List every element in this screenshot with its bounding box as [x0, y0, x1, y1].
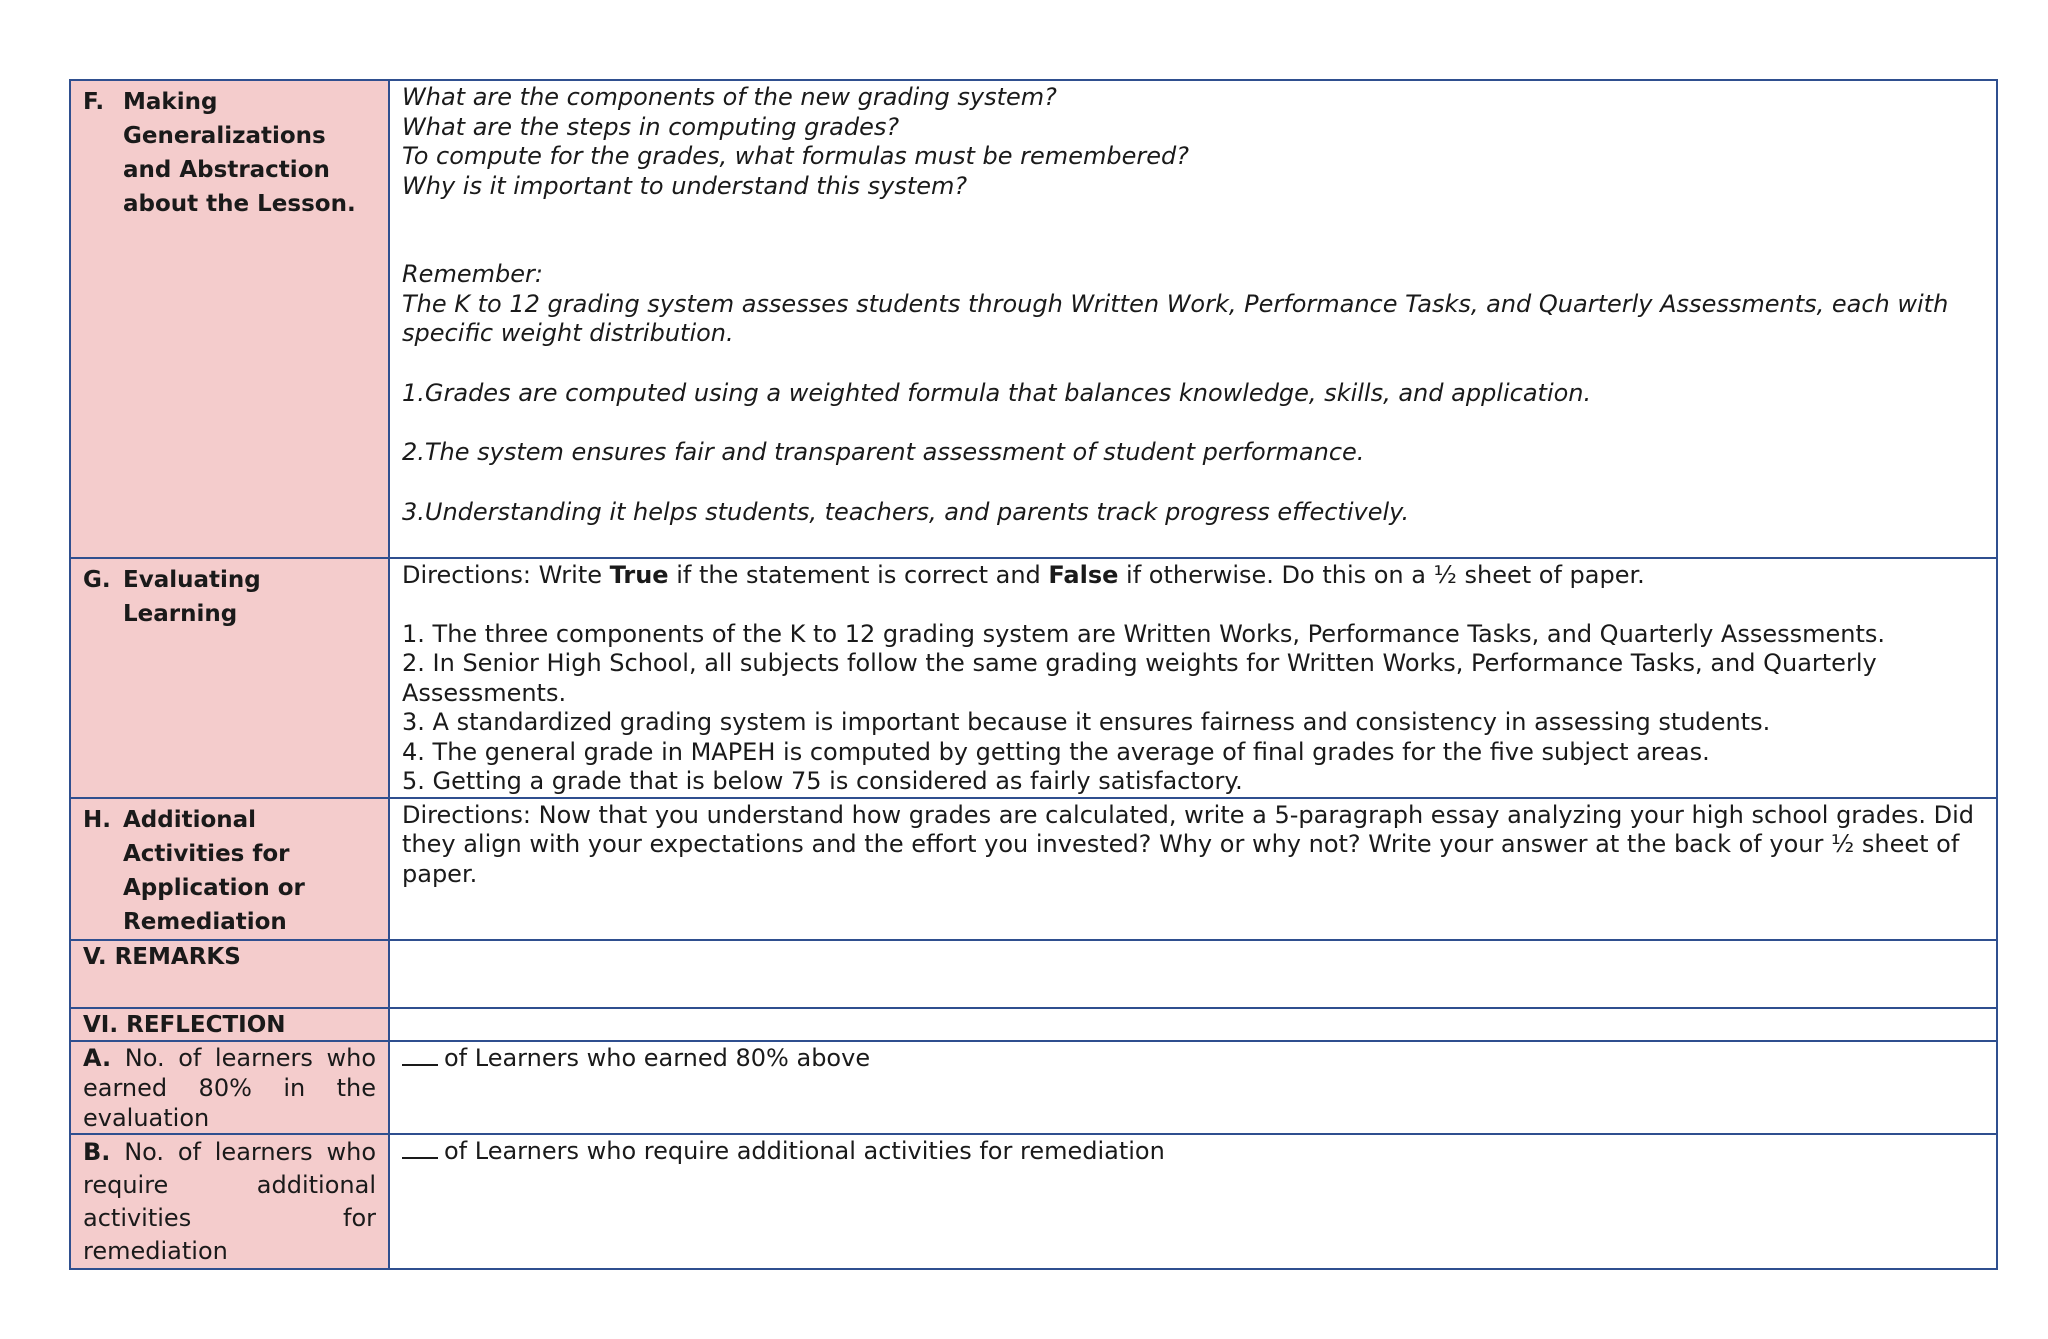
- reflection-label-cell: [70, 1008, 389, 1041]
- section-g-label-cell: [70, 558, 389, 798]
- reflection-b-letter: B.: [83, 1137, 111, 1166]
- reflection-a-text: No. of learners who earned 80% in the evaluation: [83, 1043, 376, 1132]
- reflection-b-answer: of Learners who require additional activities for remediation: [444, 1136, 1165, 1165]
- true-word: True: [609, 561, 669, 589]
- row-reflection: [70, 1008, 1997, 1041]
- directions-suffix: if otherwise. Do this on a ½ sheet of paper.: [1118, 561, 1645, 589]
- quiz-item: 3. A standardized grading system is important because it ensures fairness and consistency in assessing students.: [402, 708, 1771, 736]
- row-section-f: [70, 80, 1997, 558]
- reflection-b-label-cell: [70, 1134, 389, 1269]
- directions: [402, 561, 1984, 591]
- reflection-a-answer: of Learners who earned 80% above: [444, 1043, 871, 1072]
- reflection-content-cell: [389, 1008, 1997, 1041]
- reflection-b-content-cell: [389, 1134, 1997, 1269]
- answer-blank[interactable]: [402, 1064, 438, 1066]
- quiz-item: 2. In Senior High School, all subjects follow the same grading weights for Written Works, Performance Tasks, and Quarterly Assessments.: [402, 649, 1877, 707]
- reflection-b-label: [71, 1135, 388, 1268]
- section-h-letter: H.: [83, 806, 111, 833]
- false-word: False: [1048, 561, 1119, 589]
- reflection-a-label-cell: [70, 1041, 389, 1134]
- directions-middle: if the statement is correct and: [668, 561, 1049, 589]
- section-f-letter: F.: [83, 89, 105, 115]
- row-reflection-b: [70, 1134, 1997, 1269]
- section-g-label: Evaluating Learning: [123, 567, 261, 627]
- question: Why is it important to understand this system?: [402, 171, 968, 200]
- remember-text: The K to 12 grading system assesses students through Written Work, Performance Tasks, and Quarterly Assessments, each with specific weight distribution.: [402, 289, 1949, 347]
- reflection-b-text: No. of learners who require additional activities for remediation: [83, 1137, 376, 1265]
- question: What are the components of the new grading system?: [402, 83, 1057, 111]
- quiz-item: 1. The three components of the K to 12 grading system are Written Works, Performance Tasks, and Quarterly Assessments.: [402, 619, 1885, 648]
- reflection-title: VI. REFLECTION: [83, 1011, 286, 1038]
- section-g-letter: G.: [83, 567, 111, 593]
- section-g-content-cell: [389, 558, 1997, 798]
- question: What are the steps in computing grades?: [402, 112, 900, 141]
- section-h-label: Additional Activities for Application or Remediation: [123, 806, 305, 935]
- question: To compute for the grades, what formulas must be remembered?: [402, 142, 1189, 170]
- reflection-a-letter: A.: [83, 1043, 112, 1072]
- activity-directions: Directions: Now that you understand how grades are calculated, write a 5-paragraph essay analyzing your high school grades. Did they align with your expectations and the effort you invested? Why or why not? Write your answer at the back of your ½ sheet of paper.: [402, 800, 1975, 888]
- lesson-plan-table: [69, 79, 1998, 1270]
- section-f-content-cell: [389, 80, 1997, 558]
- directions-prefix: Directions: Write: [402, 561, 610, 589]
- reflection-a-content-cell: [389, 1041, 1997, 1134]
- summary-point: 3.Understanding it helps students, teachers, and parents track progress effectively.: [402, 497, 1410, 526]
- row-section-h: [70, 798, 1997, 940]
- section-h-content-cell: [389, 798, 1997, 940]
- quiz-item: 5. Getting a grade that is below 75 is considered as fairly satisfactory.: [402, 767, 1243, 795]
- summary-point: 2.The system ensures fair and transparent assessment of student performance.: [402, 438, 1365, 466]
- remember-label: Remember:: [402, 260, 543, 288]
- reflection-a-label: [71, 1042, 388, 1133]
- section-h-label-cell: [70, 798, 389, 940]
- row-reflection-a: [70, 1041, 1997, 1134]
- row-remarks: [70, 940, 1997, 1008]
- remarks-title: V. REMARKS: [83, 943, 241, 970]
- quiz-item: 4. The general grade in MAPEH is computed by getting the average of final grades for the five subject areas.: [402, 737, 1710, 766]
- remarks-label-cell: [70, 940, 389, 1008]
- answer-blank[interactable]: [402, 1157, 438, 1159]
- section-f-label: Making Generalizations and Abstraction about the Lesson.: [123, 89, 356, 217]
- summary-point: 1.Grades are computed using a weighted formula that balances knowledge, skills, and application.: [402, 378, 1592, 407]
- section-f-label-cell: [70, 80, 389, 558]
- remarks-content-cell: [389, 940, 1997, 1008]
- row-section-g: [70, 558, 1997, 798]
